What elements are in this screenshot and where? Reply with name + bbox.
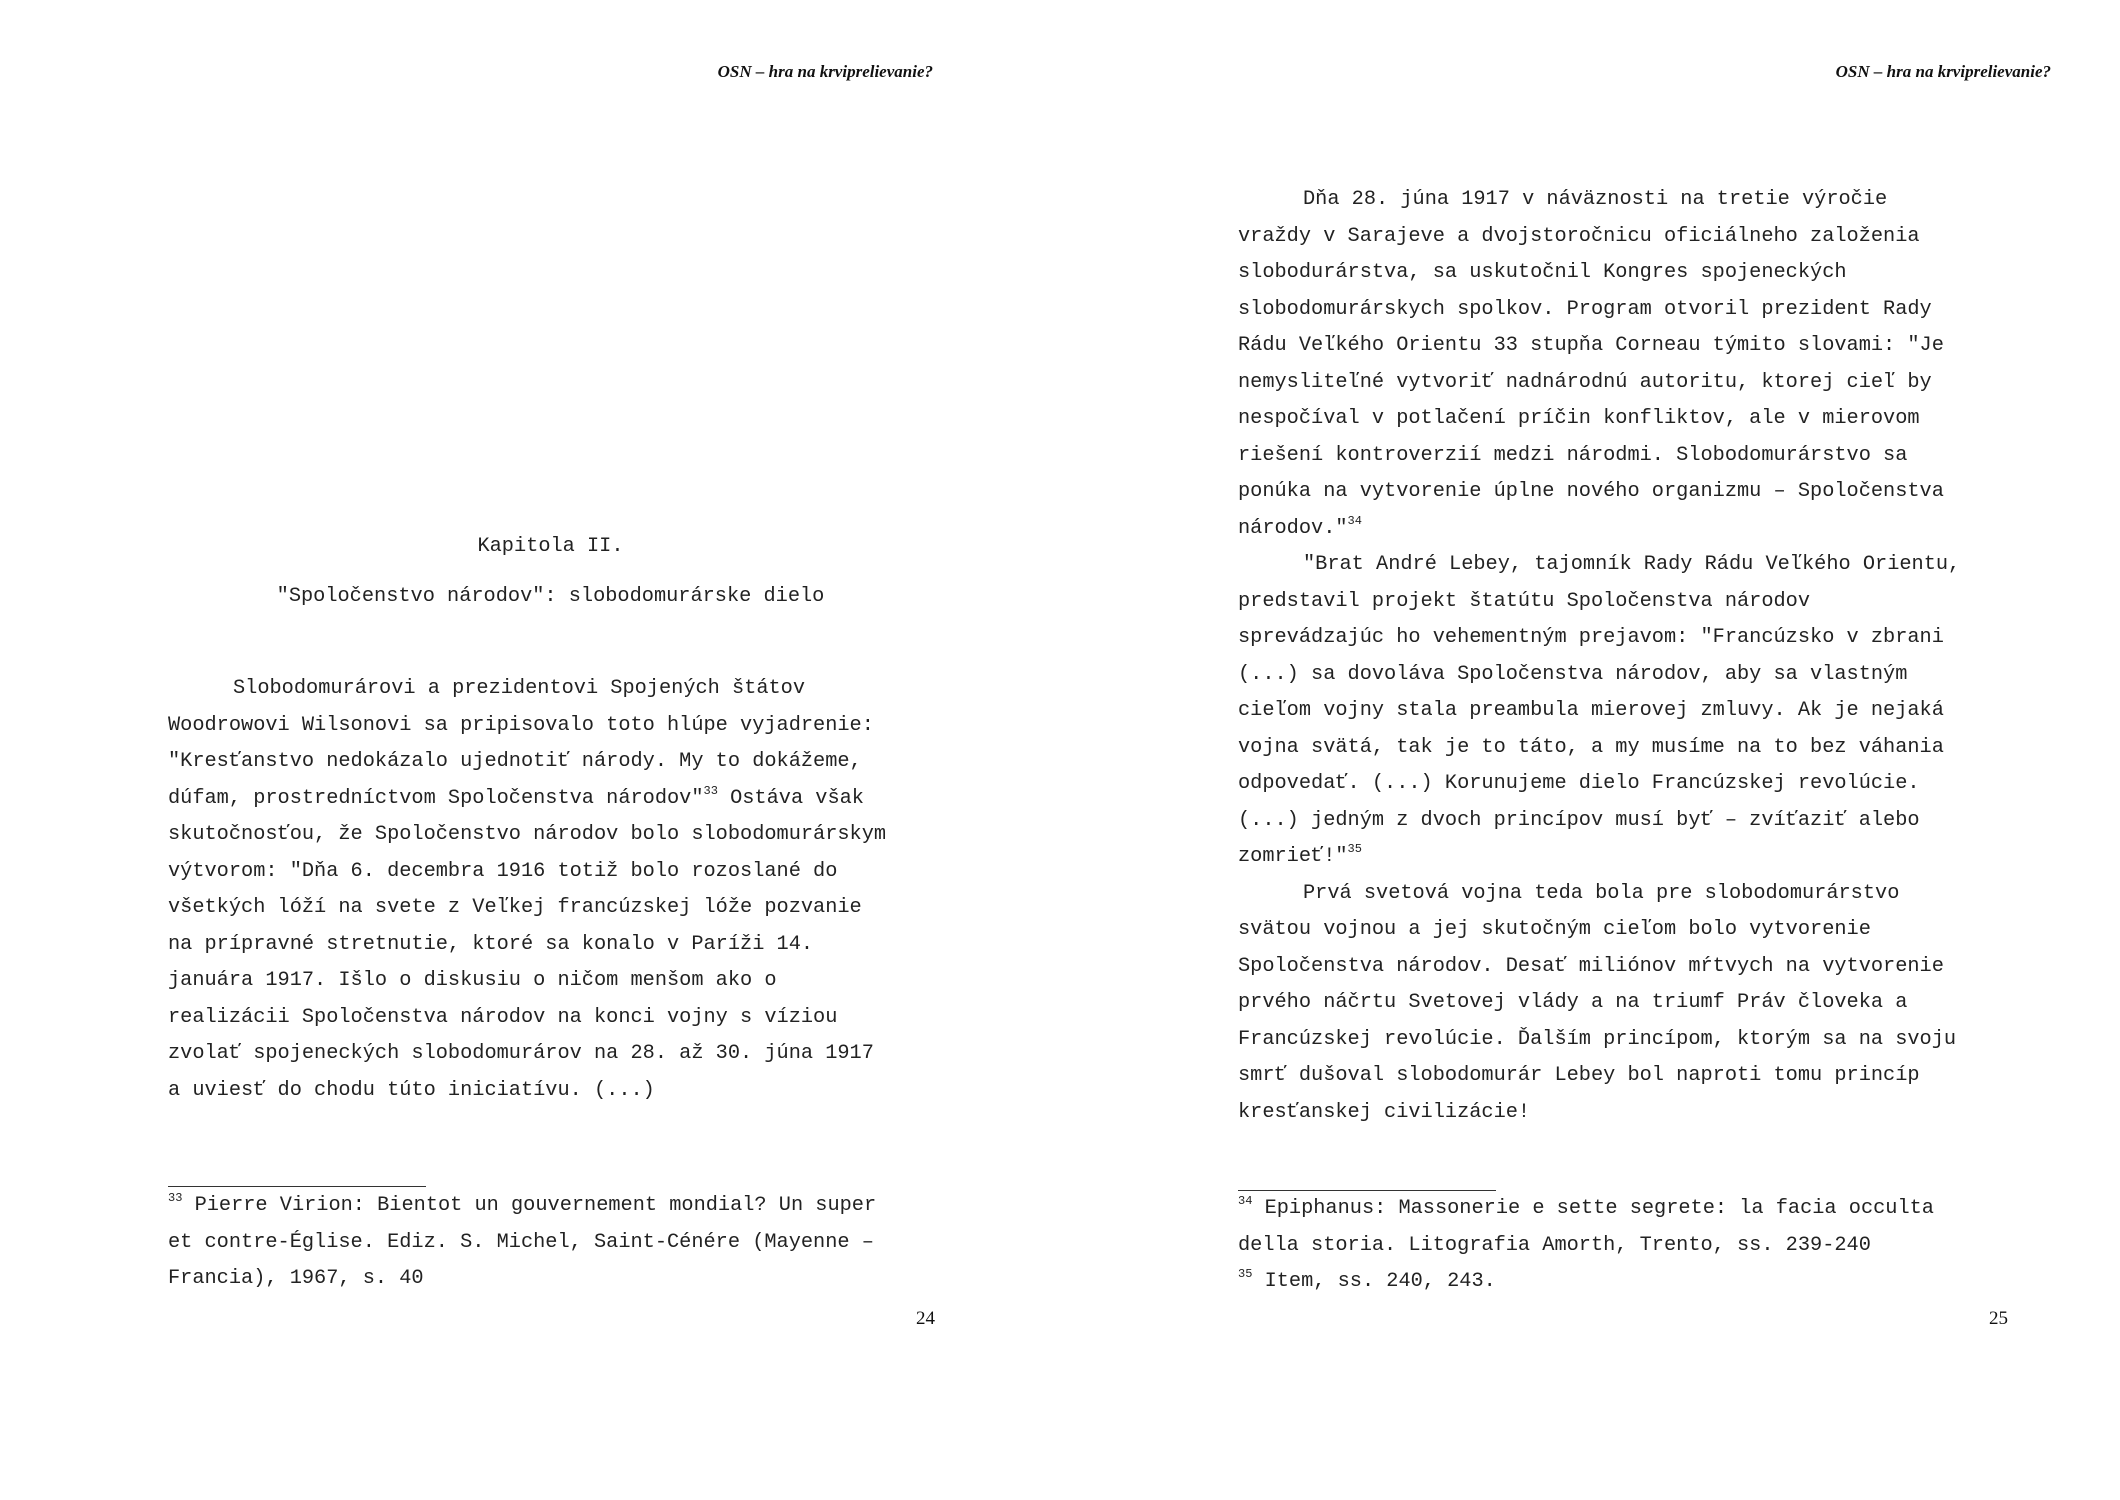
text-line: vojna svätá, tak je to táto, a my musíme na to bez váhania xyxy=(1238,735,1944,759)
running-head: OSN – hra na krviprelievanie? xyxy=(717,62,933,81)
text-line: odpovedať. (...) Korunujeme dielo Francúzskej revolúcie. xyxy=(1238,772,1920,795)
text-line: cieľom vojny stala preambula mierovej zmluvy. Ak je nejaká xyxy=(1238,699,1944,722)
text-line: riešení kontroverzií medzi národmi. Slobodomurárstvo sa xyxy=(1238,443,1908,467)
body-text xyxy=(1238,182,2028,1131)
text-fragment: zomrieť!" xyxy=(1238,845,1348,868)
text-line: Prvá svetová vojna teda bola pre slobodomurárstvo xyxy=(1303,881,1900,905)
text-line: smrť dušoval slobodomurár Lebey bol naproti tomu princíp xyxy=(1238,1064,1920,1087)
text-line: ponúka na vytvorenie úplne nového organizmu – Spoločenstva xyxy=(1238,480,1944,503)
footnote-ref-33[interactable]: 33 xyxy=(703,783,718,798)
text-line xyxy=(1238,511,2028,548)
footnote-number: 35 xyxy=(1238,1267,1253,1281)
footnote-text: et contre-Église. Ediz. S. Michel, Saint-Cénére (Mayenne – xyxy=(168,1230,874,1254)
footnote-ref-34[interactable]: 34 xyxy=(1347,513,1362,528)
footnote-text: Pierre Virion: Bientot un gouvernement mondial? Un super xyxy=(182,1194,877,1217)
paragraph xyxy=(1238,182,2028,219)
text-line: kresťanskej civilizácie! xyxy=(1238,1100,1531,1124)
text-line: realizácii Spoločenstva národov na konci vojny s víziou xyxy=(168,1005,838,1029)
text-line: na prípravné stretnutie, ktoré sa konalo v Paríži 14. xyxy=(168,932,814,956)
text-line: predstavil projekt štatútu Spoločenstva národov xyxy=(1238,589,1811,613)
body-text xyxy=(168,671,958,1109)
text-line: "Kresťanstvo nedokázalo ujednotiť národy. My to dokážeme, xyxy=(168,750,862,773)
text-line: slobodurárstva, sa uskutočnil Kongres spojeneckých xyxy=(1238,261,1847,284)
text-fragment: národov." xyxy=(1238,516,1348,540)
text-line: slobodomurárskych spolkov. Program otvoril prezident Rady xyxy=(1238,297,1932,321)
text-line: všetkých lóží na svete z Veľkej francúzskej lóže pozvanie xyxy=(168,896,862,919)
text-line: Francúzskej revolúcie. Ďalším princípom, ktorým sa na svoju xyxy=(1238,1027,1957,1051)
text-fragment: dúfam, prostredníctvom Spoločenstva národov" xyxy=(168,786,704,810)
text-line: sprevádzajúc ho vehementným prejavom: "Francúzsko v zbrani xyxy=(1238,626,1944,649)
footnotes xyxy=(168,1188,958,1298)
chapter-number: Kapitola II. xyxy=(477,535,624,558)
text-line: Slobodomurárovi a prezidentovi Spojených štátov xyxy=(233,677,806,700)
footnotes xyxy=(1238,1191,2028,1301)
text-line xyxy=(1238,839,2028,876)
text-line: (...) jedným z dvoch princípov musí byť – zvíťaziť alebo xyxy=(1238,808,1920,832)
footnote-ref-35[interactable]: 35 xyxy=(1347,842,1362,856)
paragraph xyxy=(168,671,958,708)
text-line: januára 1917. Išlo o diskusiu o ničom menšom ako o xyxy=(168,969,777,992)
text-line: vraždy v Sarajeve a dvojstoročnicu oficiálneho založenia xyxy=(1238,224,1920,248)
footnote-35 xyxy=(1238,1264,2028,1301)
text-line: Dňa 28. júna 1917 v náväznosti na tretie výročie xyxy=(1303,188,1888,211)
text-fragment: Ostáva však xyxy=(717,786,864,810)
text-line: nespočíval v potlačení príčin konfliktov, ale v mierovom xyxy=(1238,407,1920,430)
text-line: nemysliteľné vytvoriť nadnárodnú autoritu, ktorej cieľ by xyxy=(1238,370,1932,394)
text-line: skutočnosťou, že Spoločenstvo národov bolo slobodomurárskym xyxy=(168,823,887,846)
text-line: zvolať spojeneckých slobodomurárov na 28. až 30. júna 1917 xyxy=(168,1042,874,1065)
text-line: Woodrowovi Wilsonovi sa pripisovalo toto hlúpe vyjadrenie: xyxy=(168,713,874,737)
page-number: 25 xyxy=(1989,1308,2008,1329)
footnote-34 xyxy=(1238,1191,2028,1228)
footnote-33 xyxy=(168,1188,958,1225)
paragraph xyxy=(1238,876,2028,913)
footnote-number: 33 xyxy=(168,1191,183,1205)
running-head: OSN – hra na krviprelievanie? xyxy=(1835,62,2051,81)
footnote-text: Francia), 1967, s. 40 xyxy=(168,1267,424,1290)
text-line: a uviesť do chodu túto iniciatívu. (...) xyxy=(168,1078,655,1102)
footnote-number: 34 xyxy=(1238,1194,1253,1208)
text-line: "Brat André Lebey, tajomník Rady Rádu Veľkého Orientu, xyxy=(1303,553,1961,576)
text-line: (...) sa dovoláva Spoločenstva národov, aby sa vlastným xyxy=(1238,662,1908,686)
footnote-text: Item, ss. 240, 243. xyxy=(1252,1270,1496,1293)
text-line: prvého náčrtu Svetovej vlády a na triumf Práv človeka a xyxy=(1238,991,1908,1014)
text-line: výtvorom: "Dňa 6. decembra 1916 totiž bolo rozoslané do xyxy=(168,859,838,883)
text-line: Rádu Veľkého Orientu 33 stupňa Corneau týmito slovami: "Je xyxy=(1238,334,1944,357)
footnote-text: Epiphanus: Massonerie e sette segrete: la facia occulta xyxy=(1252,1197,1934,1220)
text-line: svätou vojnou a jej skutočným cieľom bolo vytvorenie xyxy=(1238,918,1871,941)
right-page xyxy=(1060,0,2120,1500)
paragraph xyxy=(1238,547,2028,584)
chapter-title: "Spoločenstvo národov": slobodomurárske dielo xyxy=(276,585,825,608)
text-line: Spoločenstva národov. Desať miliónov mŕtvych na vytvorenie xyxy=(1238,954,1944,978)
page-number: 24 xyxy=(916,1308,935,1329)
footnote-divider xyxy=(168,1186,426,1187)
text-line xyxy=(168,781,958,818)
footnote-text: della storia. Litografia Amorth, Trento, ss. 239-240 xyxy=(1238,1233,1871,1257)
